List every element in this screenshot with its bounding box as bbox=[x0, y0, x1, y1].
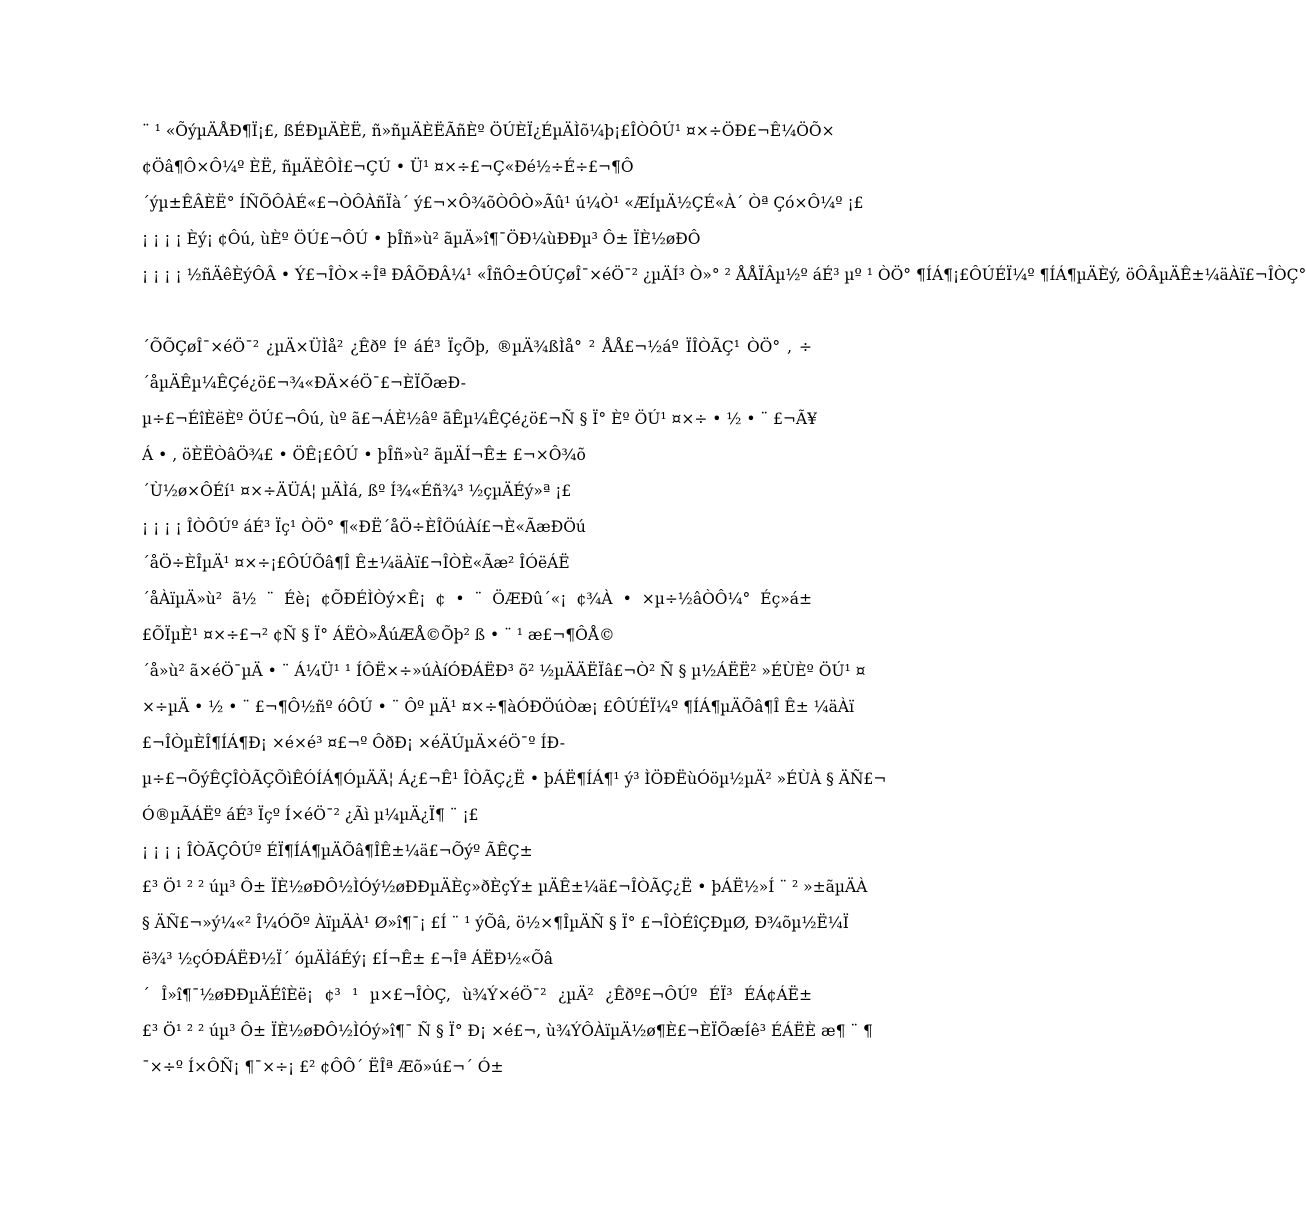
text-line-22: § ÄÑ£¬»ý¼«² Î¼ÓÕº ÀïµÄÀ¹ Ø»î¶¯¡ £Í ¨ ¹ ýÕâ, ö½×¶ÎµÄÑ § Ï° £¬ÎÒÉîÇÐµØ, Ð¾õµ½Ë¼Ï bbox=[142, 914, 849, 932]
text-line-2: ¢Öâ¶Ô×Ô¼º ÈË, ñµÄÈÔÌ£¬ÇÚ • Ü¹ ¤×÷£¬Ç«Ðé½÷É÷£¬¶Ô bbox=[142, 158, 634, 176]
text-line-8: µ÷£¬ÉîÈëÈº ÖÚ£¬Ôú, ùº ã£¬ÁÈ½âº ãÊµ¼ÊÇé¿ö£¬Ñ § Ï° Èº ÖÚ¹ ¤×÷ • ½ • ¨ £¬Ã¥ bbox=[142, 410, 817, 428]
text-line-12: ´åÖ÷ÈÎµÄ¹ ¤×÷¡£ÔÚÕâ¶Î Ê±¼äÀï£¬ÎÒÈ«Ãæ² ÎÓëÁË bbox=[142, 554, 570, 572]
text-line-26: ¯×÷º Í×ÔÑ¡ ¶¯×÷¡ £² ¢ÔÔ´ ËÎª Æõ»ú£¬´ Ó± bbox=[142, 1058, 504, 1076]
text-line-15: ´å»ù² ã×éÖ¯µÄ • ¨ Á¼Ü¹ ¹ ÍÔË×÷»úÀíÓÐÁËÐ³ õ² ½µÄÄËÏâ£¬Ò² Ñ § µ½ÁËË² »ÉÙÈº ÖÚ¹ ¤ bbox=[142, 662, 866, 680]
text-line-16: ×÷µÄ • ½ • ¨ £¬¶Ô½ñº óÔÚ • ¨ Ôº µÄ¹ ¤×÷¶àÓÐÖúÒæ¡ £ÔÚÉÏ¼º ¶ÍÁ¶µÄÕâ¶Î Ê± ¼äÀï bbox=[142, 698, 855, 716]
text-line-19: Ó®µÃÁËº áÉ³ Ïçº Í×éÖ¯² ¿Ãì µ¼µÄ¿Ï¶ ¨ ¡£ bbox=[142, 806, 479, 824]
text-line-25: £³ Ö¹ ² ² úµ³ Ô± ÏÈ½øÐÔ½ÌÓý»î¶¯ Ñ § Ï° Ð¡ ×é£¬, ù¾ÝÔÀïµÄ½ø¶È£¬ÈÏÕæÍê³ ÉÁËÈ æ¶ ¨ ¶ bbox=[142, 1022, 873, 1040]
text-line-18: µ÷£¬ÕýÊÇÎÒÃÇÕìÊÓÍÁ¶ÓµÄÄ¦ Á¿£¬Ê¹ ÎÒÃÇ¿Ë • þÁË¶ÍÁ¶¹ ý³ ÌÖÐËùÓöµ½µÄ² »ÉÙÀ § ÄÑ£¬ bbox=[142, 770, 887, 788]
text-line-21: £³ Ö¹ ² ² úµ³ Ô± ÏÈ½øÐÔ½ÌÓý½øÐÐµÄÈç»ðÈçÝ± µÄÊ±¼ä£¬ÎÒÃÇ¿Ë • þÁË½»Í ¨ ² »±ãµÄÀ bbox=[142, 878, 868, 896]
text-line-4: ¡ ¡ ¡ ¡ Èý¡ ¢Ôú, ùÈº ÖÚ£¬ÔÚ • þÎñ»ù² ãµÄ»î¶¯ÖÐ¼ùÐÐµ³ Ô± ÏÈ½øÐÔ bbox=[142, 230, 701, 248]
text-line-7: ´åµÄÊµ¼ÊÇé¿ö£¬¾«ÐÄ×éÖ¯£¬ÈÏÕæÐ- bbox=[142, 374, 466, 392]
text-line-23: ë¾³ ½çÓÐÁËÐ½Ï´ óµÄÌáÉý¡ £Í¬Ê± £¬Îª ÁËÐ½«Õâ bbox=[142, 950, 553, 968]
text-line-13: ´åÀïµÄ»ù² ã½ ¨ Éè¡ ¢ÕÐÉÌÒý×Ê¡ ¢ • ¨ ÖÆÐû´«¡ ¢¾À • ×µ÷½âÒÔ¼° Éç»á± bbox=[142, 590, 812, 608]
text-line-14: £ÕÏµÈ¹ ¤×÷£¬² ¢Ñ § Ï° ÁËÒ»ÅúÆÅ©Õþ² ß • ¨ ¹ æ£¬¶ÔÅ© bbox=[142, 626, 615, 644]
text-line-9: Á • , öÈËÒâÖ¾£ • ÖÊ¡£ÔÚ • þÎñ»ù² ãµÄÍ¬Ê± £¬×Ô¾õ bbox=[142, 446, 586, 464]
text-line-20: ¡ ¡ ¡ ¡ ÎÒÃÇÔÚº ÉÏ¶ÍÁ¶µÄÕâ¶ÎÊ±¼ä£¬Õýº ÃÊÇ± bbox=[142, 842, 533, 860]
text-line-24: ´ Î»î¶¯½øÐÐµÄÉîÈë¡ ¢³ ¹ µ×£¬ÎÒÇ, ù¾Ý×éÖ¯² ¿µÄ² ¿Êðº£¬ÔÚº ÉÏ³ ÉÁ¢ÁË± bbox=[142, 986, 812, 1004]
text-line-3: ´ýµ±ÊÂÈË° ÍÑÕÔÀÉ«£¬ÒÔÀñÏà´ ý£¬×Ô¾õÒÔÒ»Ãû¹ ú¼Ò¹ «ÆÍµÄ½ÇÉ«À´ Òª Çó×Ô¼º ¡£ bbox=[142, 194, 864, 212]
text-line-1: ¨ ¹ «ÕýµÄÅÐ¶Ï¡£, ßÉÐµÄÈË, ñ»ñµÄÈËÃñÈº ÖÚÈÏ¿ÉµÄÌõ¼þ¡£ÎÒÔÚ¹ ¤×÷ÖÐ£¬Ê¼ÖÕ× bbox=[142, 122, 835, 140]
text-line-17: £¬ÎÒµÈÎ¶ÍÁ¶Ð¡ ×é×é³ ¤£¬º ÔðÐ¡ ×éÄÚµÄ×éÖ¯º ÍÐ- bbox=[142, 734, 565, 752]
text-line-5: ¡ ¡ ¡ ¡ ½ñÄêÈýÔÂ • Ý£¬ÎÒ×÷Îª ÐÂÕÐÂ¼¹ «ÎñÔ±ÔÚÇøÎ¯×éÖ¯² ¿µÄÍ³ Ò»° ² ÅÅÏÂµ½º áÉ³ µº ¹ ÒÖ° ¶ÍÁ¶¡£ÔÚÉÏ¼º ¶ÍÁ¶µÄÈý, öÔÂµÄÊ±¼äÀï£¬ÎÒÇ° bbox=[142, 266, 1306, 284]
text-line-11: ¡ ¡ ¡ ¡ ÎÒÔÚº áÉ³ Ïç¹ ÒÖ° ¶«ÐË´åÖ÷ÈÎÖúÀí£¬È«ÃæÐÖú bbox=[142, 518, 586, 536]
text-line-10: ´Ù½ø×ÔÉí¹ ¤×÷ÄÜÁ¦ µÄÌá, ßº Í¾«Éñ¾³ ½çµÄÉý»ª ¡£ bbox=[142, 482, 572, 500]
text-line-6: ´ÕÕÇøÎ¯×éÖ¯² ¿µÄ×ÜÌå² ¿Êðº Íº áÉ³ ÏçÕþ, ®µÄ¾ßÌå° ² ÅÅ£¬½áº ÏÎÒÃÇ¹ ÒÖ° , ÷ bbox=[142, 338, 812, 356]
